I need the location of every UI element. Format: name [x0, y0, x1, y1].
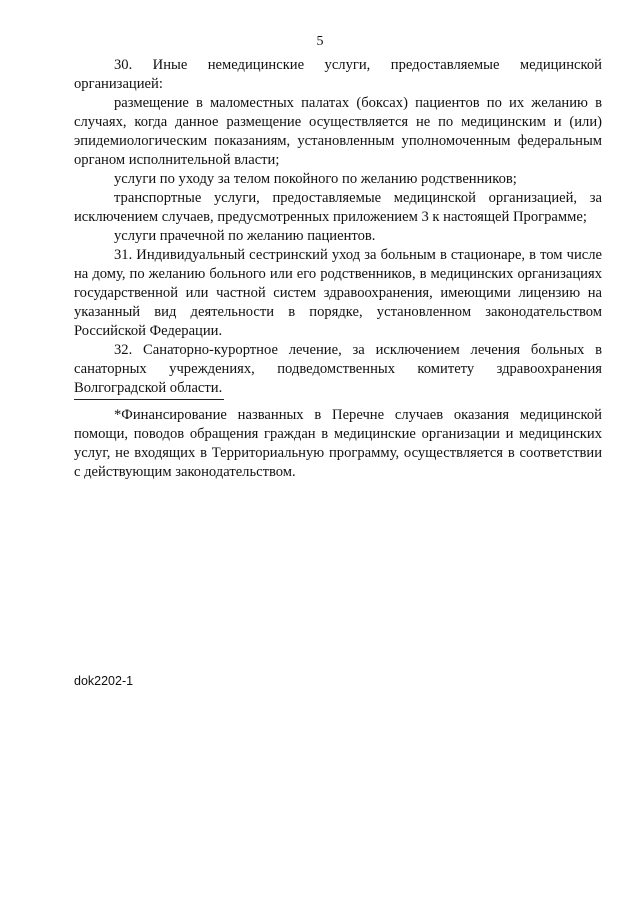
footnote-divider	[74, 399, 224, 400]
paragraph-item-32: 32. Санаторно-курортное лечение, за исключением лечения больных в санаторных учреждениях, подведомственных комитету здравоохранения Волгоградской области.	[74, 342, 602, 396]
paragraph-transport: транспортные услуги, предоставляемые медицинской организацией, за исключением случаев, предусмотренных приложением 3 к настоящей Программе;	[74, 190, 602, 225]
paragraph-item-30: 30. Иные немедицинские услуги, предоставляемые медицинской организацией:	[74, 57, 602, 92]
footnote: *Финансирование названных в Перечне случаев оказания медицинской помощи, поводов обращения граждан в медицинские организации и медицинских услуг, не входящих в Территориальную программу, осуществляется в соответствии с действующим законодательством.	[74, 407, 602, 480]
paragraph-ward-accommodation: размещение в маломестных палатах (боксах) пациентов по их желанию в случаях, когда данное размещение осуществляется не по медицинским и (или) эпидемиологическим показаниям, установленным уполномоченным федеральным органом исполнительной власти;	[74, 95, 602, 168]
paragraph-item-31: 31. Индивидуальный сестринский уход за больным в стационаре, в том числе на дому, по желанию больного или его родственников, в медицинских организациях государственной или частной систем здравоохранения, имеющими лицензию на указанный вид деятельности в порядке, установленном законодательством Российской Федерации.	[74, 247, 602, 339]
page-number: 5	[316, 34, 324, 49]
document-body	[74, 56, 602, 398]
document-code: dok2202-1	[74, 674, 134, 688]
paragraph-laundry: услуги прачечной по желанию пациентов.	[114, 228, 376, 244]
paragraph-body-care: услуги по уходу за телом покойного по желанию родственников;	[114, 171, 517, 187]
